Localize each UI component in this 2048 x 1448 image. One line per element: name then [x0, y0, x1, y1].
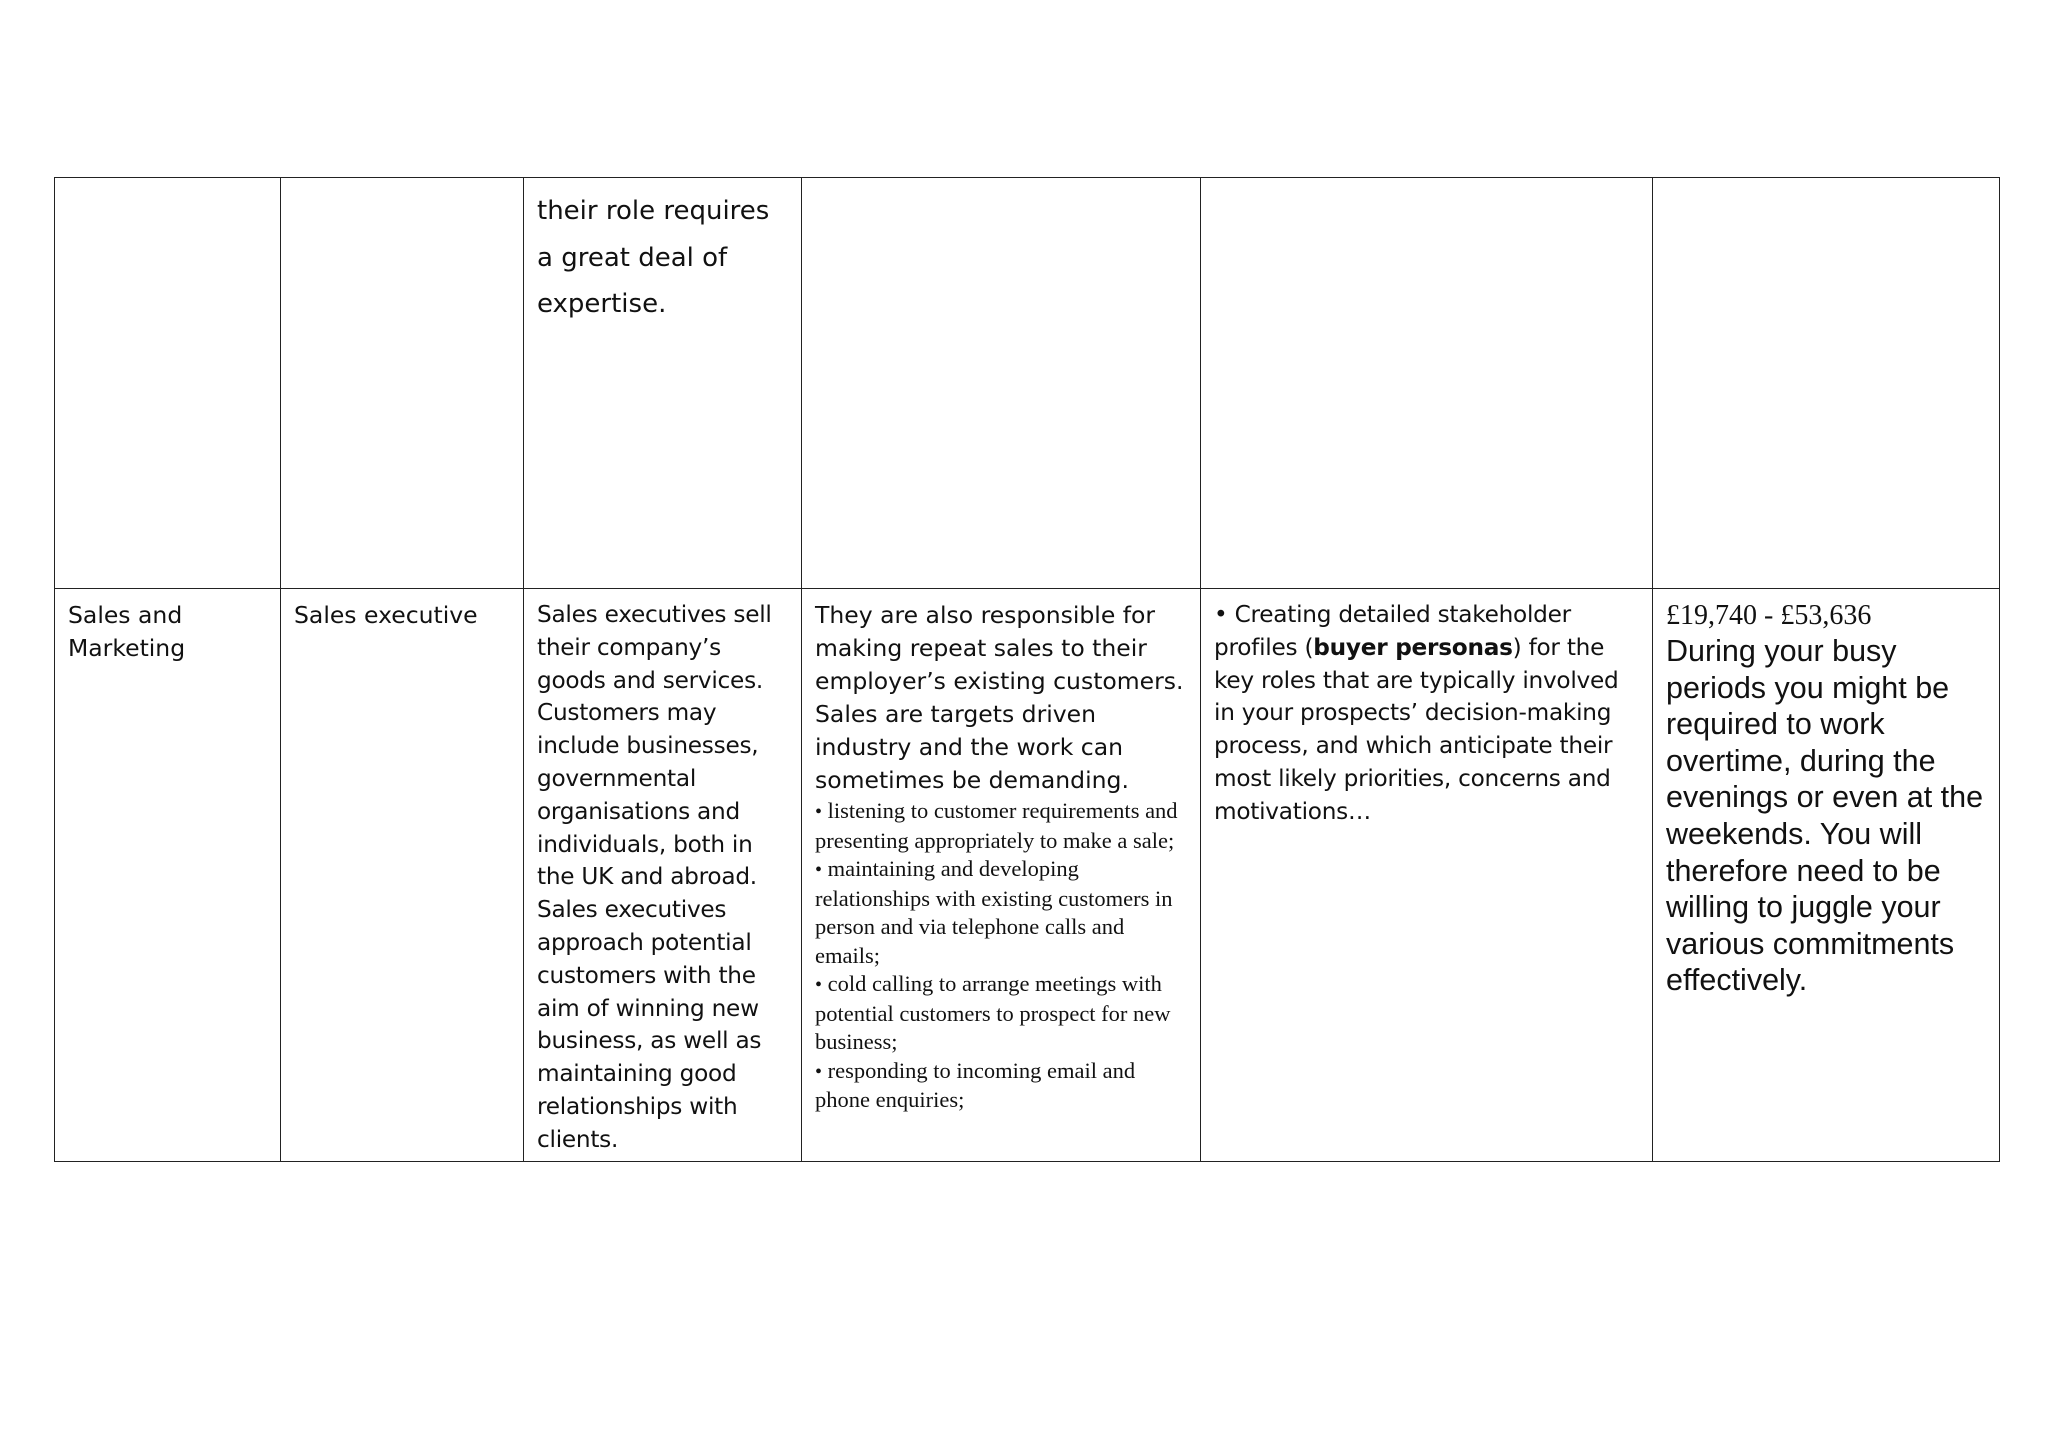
- responsibilities-intro: They are also responsible for making repeat sales to their employer’s existing customers. Sales are targets driven industry and the work can sometimes be demanding.: [815, 601, 1184, 794]
- job-title-cell-empty: [281, 178, 524, 589]
- salary-cell: [1653, 589, 2000, 1162]
- job-title-cell: [281, 589, 524, 1162]
- salary-cell-empty: [1653, 178, 2000, 589]
- bullet-icon: •: [815, 801, 823, 823]
- list-item: • cold calling to arrange meetings with potential customers to prospect for new business;: [815, 971, 1171, 1054]
- skills-cell-empty: [1201, 178, 1653, 589]
- list-item: • listening to customer requirements and presenting appropriately to make a sale;: [815, 798, 1178, 853]
- responsibilities-list: [815, 797, 1188, 1115]
- sector-text: Sales and Marketing: [68, 601, 186, 662]
- bullet-icon: •: [815, 974, 823, 996]
- bullet-icon: •: [815, 1060, 823, 1083]
- responsibilities-cell: [802, 589, 1201, 1162]
- list-item: • maintaining and developing relationships with existing customers in person and via telephone calls and emails;: [815, 856, 1173, 968]
- bullet-icon: •: [815, 859, 823, 881]
- sector-cell-empty: [55, 178, 281, 589]
- description-cell: [524, 589, 802, 1162]
- list-item: • responding to incoming email and phone enquiries;: [815, 1057, 1136, 1112]
- bullet-icon: •: [1214, 601, 1228, 628]
- table-row: [55, 178, 2000, 589]
- skills-cell: [1201, 589, 1653, 1162]
- description-continued-text: their role requires a great deal of expertise.: [537, 196, 770, 319]
- sector-cell: [55, 589, 281, 1162]
- salary-note: During your busy periods you might be required to work overtime, during the evenings or even at the weekends. You will therefore need to be willing to juggle your various commitments effectively.: [1666, 634, 1984, 998]
- description-paragraph-2: Sales executives approach potential customers with the aim of winning new business, as well as maintaining good relationships with clients.: [537, 896, 762, 1153]
- career-info-table: [54, 177, 2000, 1162]
- table-row: [55, 589, 2000, 1162]
- description-cell: [524, 178, 802, 589]
- responsibilities-cell-empty: [802, 178, 1201, 589]
- description-paragraph-1: Sales executives sell their company’s goods and services. Customers may include businesses, governmental organisations and individuals, both in the UK and abroad.: [537, 601, 772, 891]
- skills-text: • Creating detailed stakeholder profiles (buyer personas) for the key roles that are typically involved in your prospects’ decision-making process, and which anticipate their most likely priorities, concerns and motivations…: [1214, 601, 1619, 825]
- salary-range: £19,740 - £53,636: [1666, 600, 1872, 631]
- job-title-text: Sales executive: [294, 601, 478, 629]
- buyer-personas-term: buyer personas: [1313, 633, 1513, 661]
